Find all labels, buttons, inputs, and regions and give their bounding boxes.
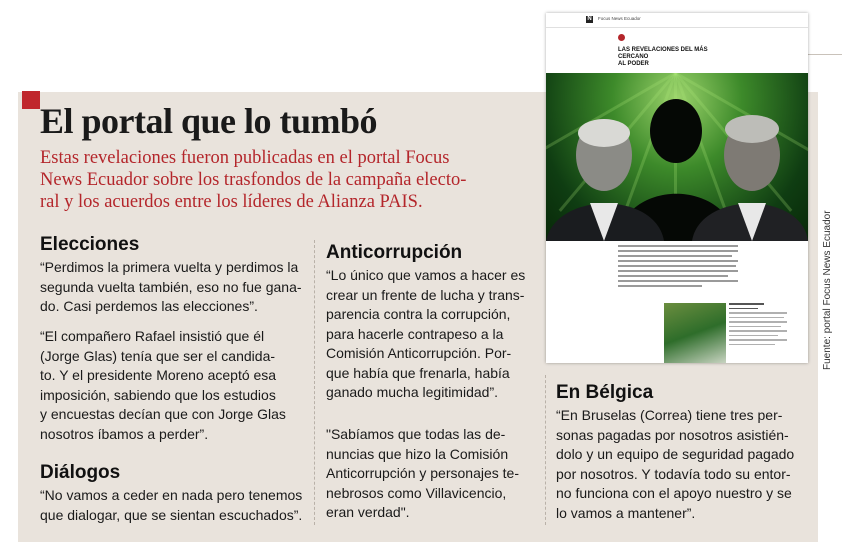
quote-line: que había que frenarla, había xyxy=(326,364,510,381)
quote-line: no funciona con el apoyo nuestro y se xyxy=(556,485,792,501)
quote-line: por nosotros. Y todavía todo su entor- xyxy=(556,465,791,482)
quote-line: to. Y el presidente Moreno aceptó esa xyxy=(40,367,277,383)
section-title-elecciones: Elecciones xyxy=(40,234,140,255)
quote-line: lo vamos a mantener”. xyxy=(556,504,696,521)
article-sidebar-text xyxy=(729,303,787,348)
quote-dialogos-1 xyxy=(40,486,302,525)
quote-line: eran verdad". xyxy=(326,504,410,520)
subtitle-line: Estas revelaciones fueron publicadas en el portal Focus xyxy=(40,148,450,168)
quote-line: nebrosos como Villavicencio, xyxy=(326,484,507,501)
site-logo: N xyxy=(587,16,592,22)
quote-line: (Jorge Glas) tenía que ser el candida- xyxy=(40,347,276,364)
quote-anticorrupcion-2 xyxy=(326,425,519,523)
section-title-anticorrupcion: Anticorrupción xyxy=(326,242,463,263)
quote-line: “No vamos a ceder en nada pero tenemos xyxy=(40,487,303,503)
article-title-line: LAS REVELACIONES DEL MÁS CERCANO xyxy=(618,47,708,60)
quote-line: imposición, sabiendo que los estudios xyxy=(40,386,276,403)
quote-line: y encuestas decían que con Jorge Glas xyxy=(40,406,286,422)
quote-elecciones-2 xyxy=(40,327,286,444)
quote-line: “Lo único que vamos a hacer es xyxy=(326,267,526,283)
quote-elecciones-1 xyxy=(40,258,302,317)
section-marker xyxy=(22,91,40,109)
site-name: Focus News Ecuador xyxy=(598,16,641,21)
portrait-silhouettes xyxy=(546,73,808,241)
quote-line: do. Casi perdemos las elecciones”. xyxy=(40,298,258,314)
quote-line: crear un frente de lucha y trans- xyxy=(326,286,525,303)
subtitle xyxy=(40,147,530,213)
quote-line: sonas pagadas por nosotros asistién- xyxy=(556,426,789,443)
subtitle-line: News Ecuador sobre los trasfondos de la campaña electo- xyxy=(40,170,467,190)
column-divider xyxy=(545,375,547,525)
quote-line: que dialogar, que se sientan escuchados”. xyxy=(40,506,303,523)
quote-line: dolo y un equipo de seguridad pagado xyxy=(556,446,795,462)
quote-line: nuncias que hizo la Comisión xyxy=(326,445,509,462)
quote-line: "Sabíamos que todas las de- xyxy=(326,426,506,442)
quote-line: parencia contra la corrupción, xyxy=(326,306,511,322)
quote-line: Anticorrupción y personajes te- xyxy=(326,465,519,481)
webpage-screenshot xyxy=(546,13,808,363)
article-inset-photo xyxy=(664,303,726,363)
article-title-line: AL PODER xyxy=(618,61,649,67)
section-title-belgica: En Bélgica xyxy=(556,382,654,403)
section-title-dialogos: Diálogos xyxy=(40,462,121,483)
quote-line: para hacerle contrapeso a la xyxy=(326,325,504,342)
quote-belgica-1 xyxy=(556,406,794,523)
quote-line: segunda vuelta también, eso no fue gana- xyxy=(40,278,302,295)
article-title xyxy=(618,47,738,68)
article-body-text xyxy=(618,245,738,290)
photo-credit: Fuente: portal Focus News Ecuador xyxy=(822,210,833,370)
headline: El portal que lo tumbó xyxy=(40,101,378,141)
quote-line: “En Bruselas (Correa) tiene tres per- xyxy=(556,407,783,423)
quote-anticorrupcion-1 xyxy=(326,266,525,403)
quote-line: “Perdimos la primera vuelta y perdimos la xyxy=(40,259,299,275)
author-avatar xyxy=(618,34,625,41)
article-photo xyxy=(546,73,808,241)
quote-line: “El compañero Rafael insistió que él xyxy=(40,328,265,344)
column-divider xyxy=(314,240,316,525)
quote-line: nosotros íbamos a perder”. xyxy=(40,425,209,442)
webpage-header xyxy=(546,13,808,28)
quote-line: Comisión Anticorrupción. Por- xyxy=(326,345,512,361)
subtitle-line: ral y los acuerdos entre los líderes de Alianza PAIS. xyxy=(40,192,423,212)
quote-line: ganado mucha legitimidad”. xyxy=(326,384,498,400)
